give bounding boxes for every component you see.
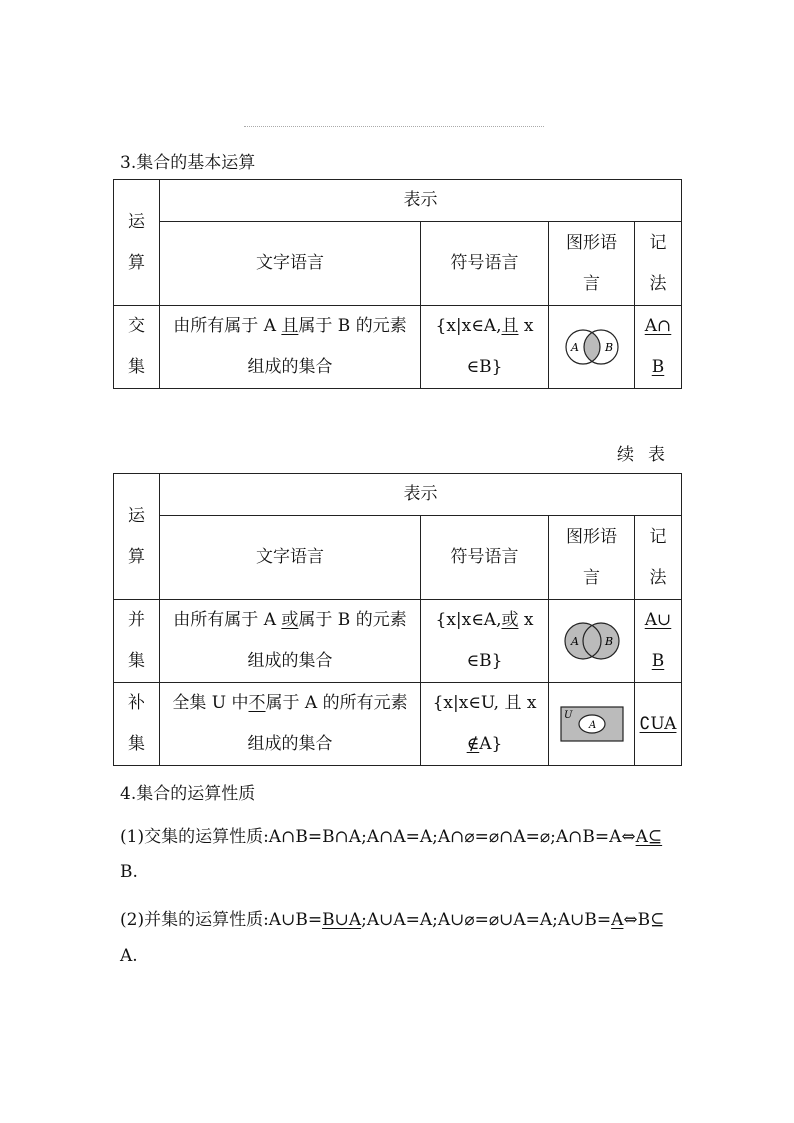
venn-label-a: A: [570, 341, 579, 354]
complement-symbol: {x|x∈U, 且 x ∉A}: [421, 683, 549, 766]
complement-notation: ∁UA: [635, 683, 682, 766]
header-representation: 表示: [160, 180, 682, 222]
header-notation: 记 法: [635, 222, 682, 306]
header-graph-language: 图形语 言: [549, 222, 635, 306]
set-operations-table-intersection: [113, 179, 682, 389]
header-representation: 表示: [160, 474, 682, 516]
top-dotted-rule: [244, 126, 544, 127]
complement-name: 补 集: [114, 683, 160, 766]
union-properties-line: (2)并集的运算性质:A∪B=B∪A;A∪A=A;A∪⌀=⌀∪A=A;A∪B=A⇔B⊆: [120, 910, 665, 930]
complement-venn-icon: [559, 704, 625, 744]
set-operations-table-union-complement: [113, 473, 682, 766]
section-3-title: 3.集合的基本运算: [120, 153, 256, 173]
union-venn-icon: [559, 619, 625, 663]
venn-label-a: A: [570, 635, 579, 648]
header-graph-language: 图形语 言: [549, 516, 635, 600]
intersection-properties-line-2: B.: [120, 862, 138, 882]
venn-label-b: B: [604, 341, 613, 354]
header-operation: 运 算: [114, 474, 160, 600]
intersection-properties-line: (1)交集的运算性质:A∩B=B∩A;A∩A=A;A∩⌀=⌀∩A=⌀;A∩B=A⇔A⊆: [120, 827, 663, 847]
venn-label-u: U: [563, 710, 572, 721]
complement-venn-diagram: [549, 683, 635, 766]
union-symbol: {x|x∈A,或 x ∈B}: [421, 600, 549, 683]
header-operation: 运 算: [114, 180, 160, 306]
continued-table-label: 续表: [617, 445, 679, 465]
header-text-language: 文字语言: [160, 222, 421, 306]
header-symbol-language: 符号语言: [421, 516, 549, 600]
section-4-title: 4.集合的运算性质: [120, 784, 256, 804]
venn-label-b: B: [604, 635, 613, 648]
intersection-venn-icon: [559, 327, 625, 367]
header-text-language: 文字语言: [160, 516, 421, 600]
union-notation: A∪ B: [635, 600, 682, 683]
header-symbol-language: 符号语言: [421, 222, 549, 306]
union-name: 并 集: [114, 600, 160, 683]
intersection-name: 交 集: [114, 306, 160, 389]
union-text-description: 由所有属于 A 或属于 B 的元素 组成的集合: [160, 600, 421, 683]
venn-label-a: A: [588, 720, 596, 731]
intersection-text-description: 由所有属于 A 且属于 B 的元素 组成的集合: [160, 306, 421, 389]
intersection-notation: A∩ B: [635, 306, 682, 389]
union-venn-diagram: [549, 600, 635, 683]
header-notation: 记 法: [635, 516, 682, 600]
union-properties-line-2: A.: [120, 946, 138, 966]
intersection-symbol: {x|x∈A,且 x ∈B}: [421, 306, 549, 389]
intersection-venn-diagram: [549, 306, 635, 389]
complement-text-description: 全集 U 中不属于 A 的所有元素 组成的集合: [160, 683, 421, 766]
